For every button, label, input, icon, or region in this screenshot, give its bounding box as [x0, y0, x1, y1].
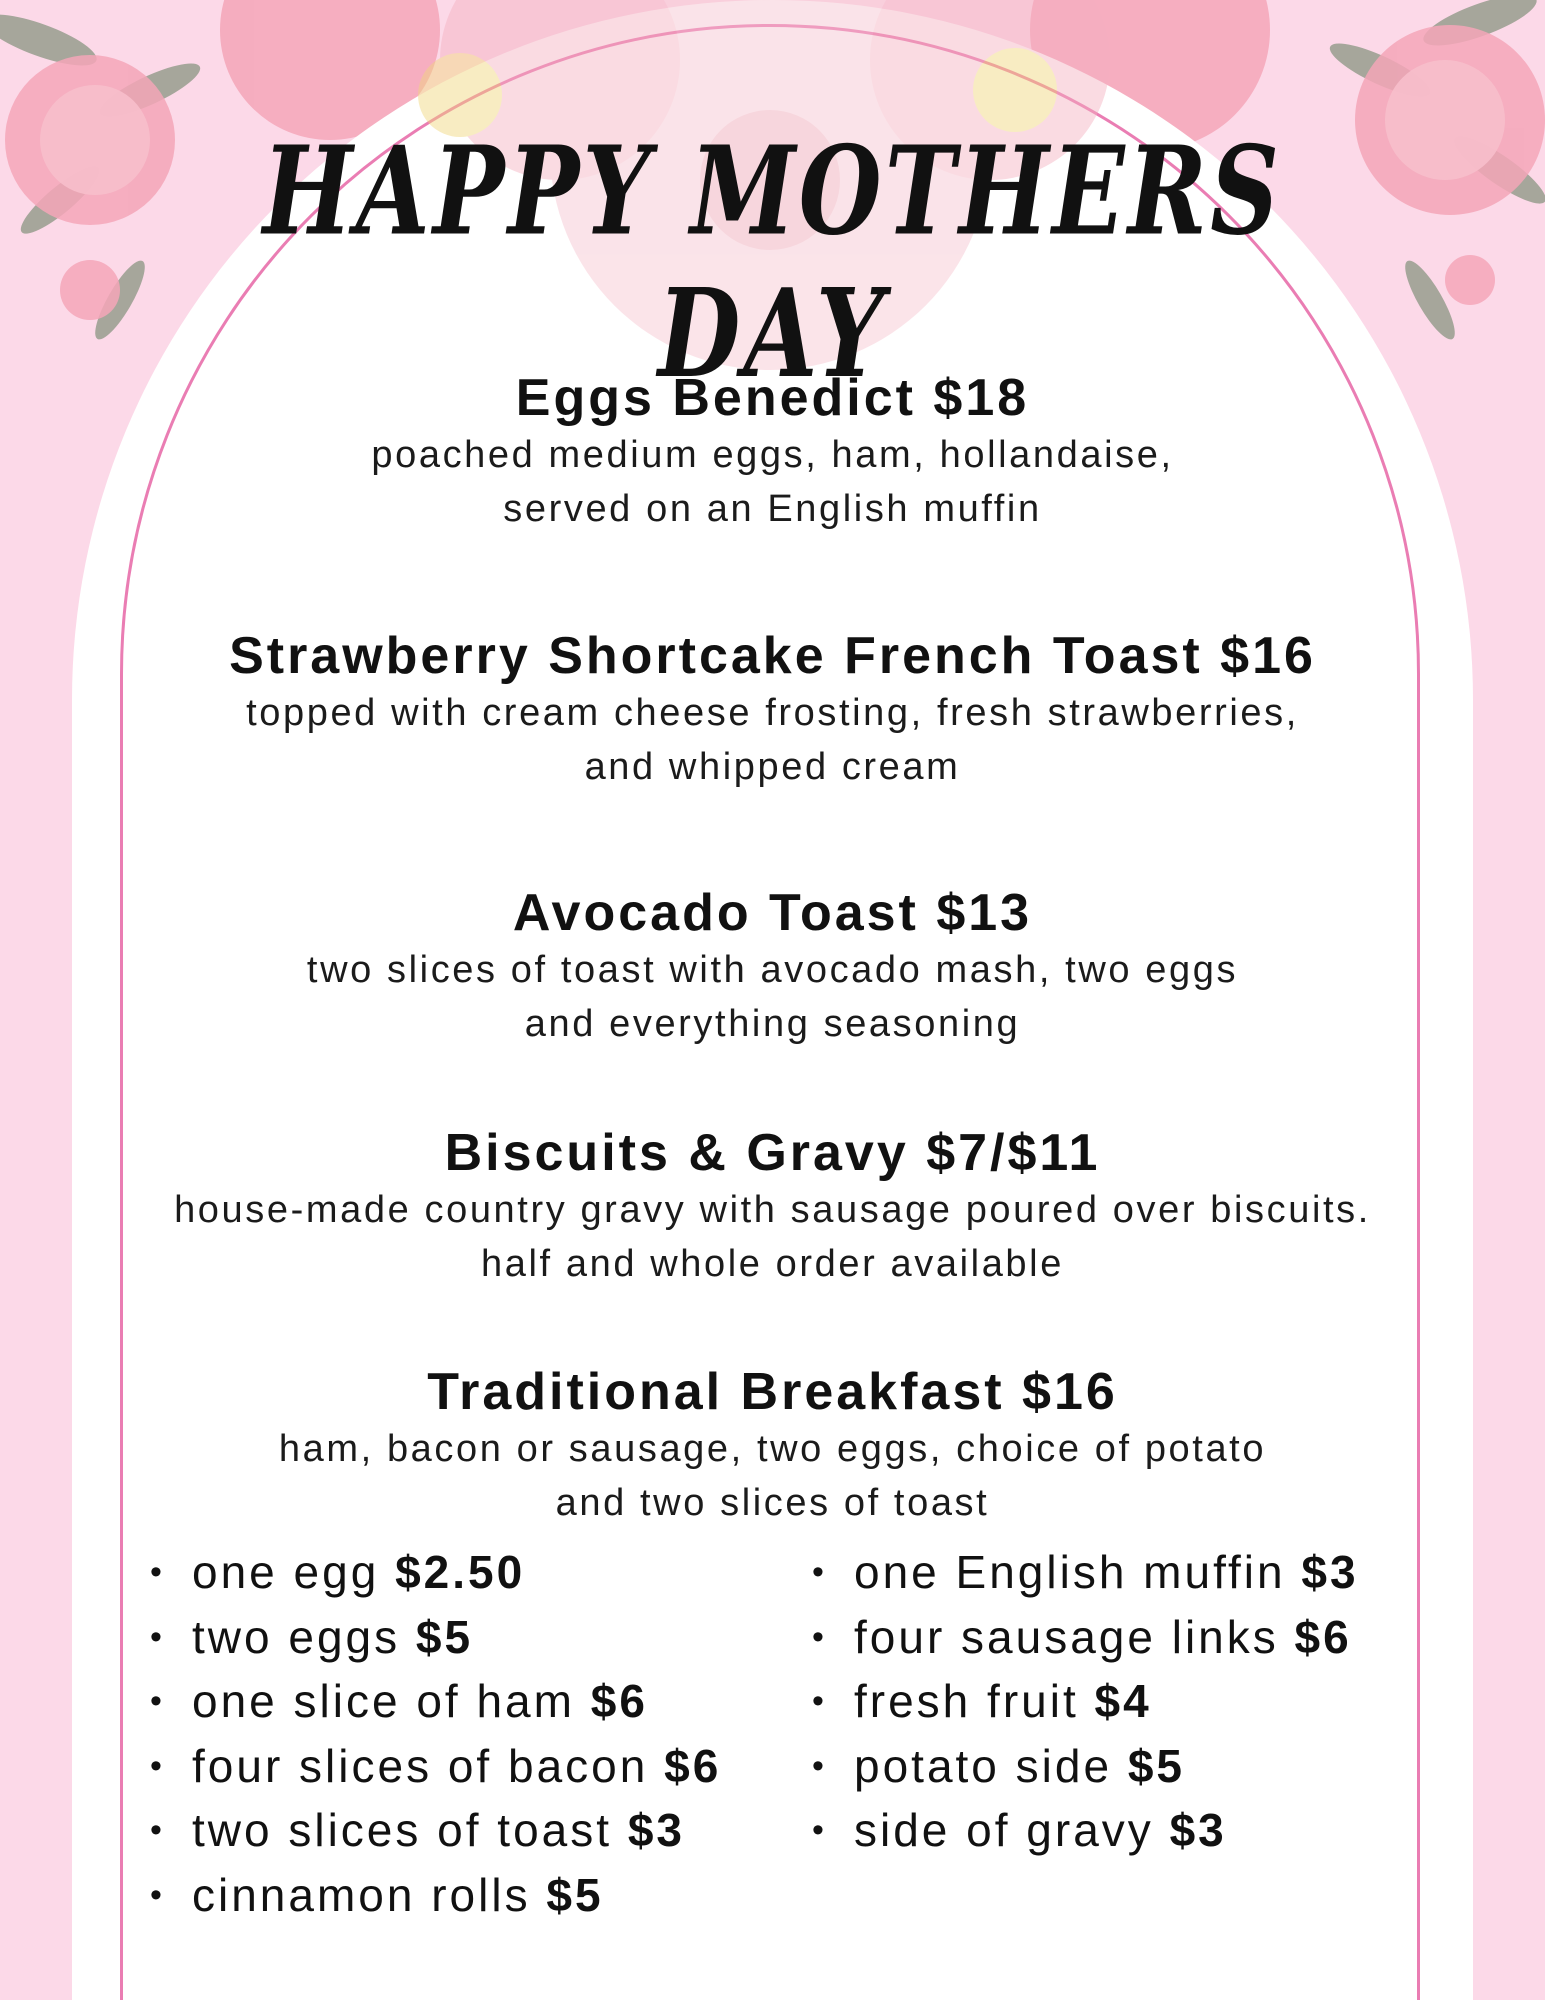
add-on-label: two slices of toast — [192, 1804, 613, 1856]
add-on-label: one slice of ham — [192, 1675, 575, 1727]
menu-item-name: Avocado Toast $13 — [512, 884, 1033, 942]
add-on-column-left — [150, 1540, 721, 1927]
add-on-price: $3 — [1169, 1804, 1227, 1856]
add-on-price: $6 — [1294, 1610, 1352, 1663]
menu-item — [0, 1362, 1545, 1530]
menu-item-description: half and whole order available — [481, 1243, 1064, 1285]
add-on-label: four slices of bacon — [192, 1739, 649, 1792]
bullet-icon: • — [150, 1875, 165, 1914]
bullet-icon: • — [812, 1553, 827, 1591]
add-on-price: $3 — [1301, 1546, 1359, 1598]
list-item — [812, 1798, 1359, 1863]
add-on-label: one English muffin — [854, 1546, 1286, 1598]
add-on-price: $6 — [664, 1739, 722, 1792]
list-item — [812, 1540, 1359, 1605]
menu-item-name: Biscuits & Gravy $7/$11 — [444, 1124, 1101, 1182]
menu-item-name: Strawberry Shortcake French Toast $16 — [229, 627, 1316, 685]
menu-item-description: and two slices of toast — [555, 1482, 990, 1524]
add-on-label: two eggs — [192, 1610, 401, 1663]
add-on-label: cinnamon rolls — [192, 1868, 531, 1921]
add-on-price: $6 — [590, 1675, 648, 1727]
menu-item-description: and whipped cream — [584, 746, 961, 788]
add-on-label: side of gravy — [854, 1804, 1154, 1856]
add-on-label: one egg — [192, 1546, 380, 1598]
list-item — [812, 1669, 1359, 1734]
bullet-icon: • — [150, 1746, 165, 1785]
list-item — [150, 1863, 721, 1928]
page-title: HAPPY MOTHERS DAY — [262, 120, 1283, 406]
menu-item-description: served on an English muffin — [503, 488, 1042, 530]
bullet-icon: • — [150, 1682, 165, 1720]
menu-item — [0, 1123, 1545, 1291]
bullet-icon: • — [812, 1617, 827, 1656]
list-item — [150, 1734, 721, 1799]
menu-item-description: poached medium eggs, ham, hollandaise, — [371, 434, 1174, 476]
menu-item-description: two slices of toast with avocado mash, two eggs — [306, 949, 1239, 991]
bullet-icon: • — [812, 1811, 827, 1849]
menu-item-description: topped with cream cheese frosting, fresh strawberries, — [246, 692, 1299, 734]
add-on-label: fresh fruit — [854, 1675, 1079, 1727]
add-on-price: $3 — [627, 1804, 685, 1856]
menu-item-name: Traditional Breakfast $16 — [427, 1363, 1118, 1421]
list-item — [150, 1669, 721, 1734]
menu-item — [0, 368, 1545, 536]
menu-item-name: Eggs Benedict $18 — [515, 369, 1030, 427]
bullet-icon: • — [812, 1746, 827, 1785]
add-on-price: $5 — [415, 1610, 474, 1663]
add-on-price: $5 — [1127, 1739, 1186, 1792]
bullet-icon: • — [150, 1553, 165, 1591]
add-on-column-right — [812, 1540, 1359, 1863]
add-on-price: $2.50 — [395, 1546, 526, 1598]
add-on-label: four sausage links — [854, 1610, 1279, 1663]
bullet-icon: • — [150, 1811, 165, 1849]
list-item — [150, 1605, 721, 1670]
list-item — [812, 1734, 1359, 1799]
list-item — [812, 1605, 1359, 1670]
menu-item — [0, 883, 1545, 1051]
add-on-label: potato side — [854, 1739, 1113, 1792]
list-item — [150, 1798, 721, 1863]
list-item — [150, 1540, 721, 1605]
bullet-icon: • — [150, 1617, 165, 1656]
menu-item-description: house-made country gravy with sausage poured over biscuits. — [174, 1189, 1371, 1231]
menu-item — [0, 626, 1545, 794]
add-on-price: $5 — [546, 1868, 604, 1921]
bullet-icon: • — [812, 1682, 827, 1720]
menu-item-description: ham, bacon or sausage, two eggs, choice of potato — [278, 1428, 1267, 1470]
menu-item-description: and everything seasoning — [524, 1003, 1021, 1045]
add-on-price: $4 — [1094, 1675, 1152, 1727]
